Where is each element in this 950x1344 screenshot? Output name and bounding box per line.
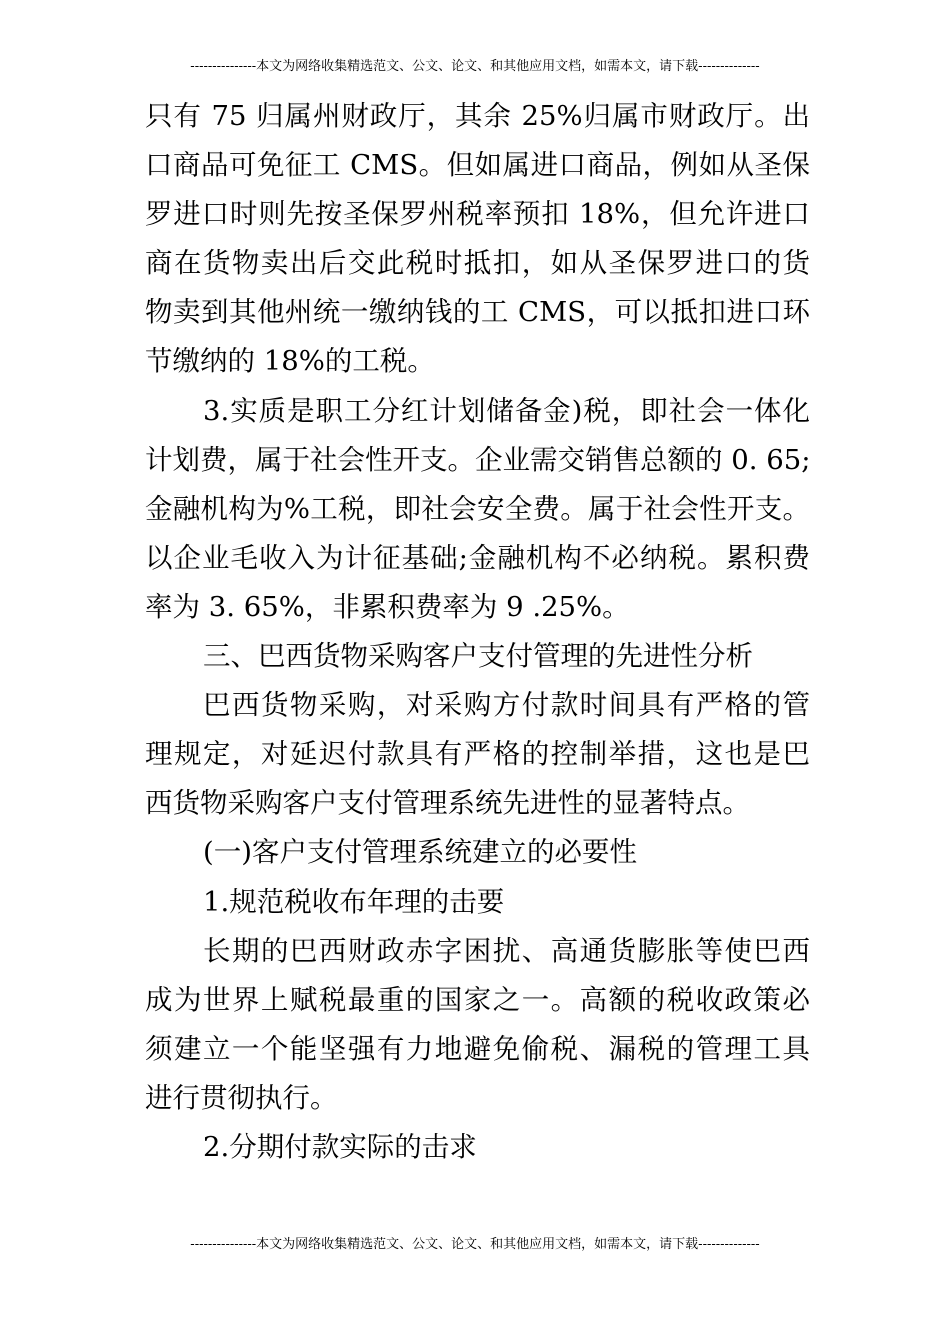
text-line: 金融机构为%工税，即社会安全费。属于社会性开支。 bbox=[145, 492, 810, 525]
text-line: 口商品可免征工 CMS。但如属进口商品，例如从圣保 bbox=[145, 149, 810, 182]
footer-banner: ---------------本文为网络收集精选范文、公文、论文、和其他应用文档，如需本文，请下载-------------- bbox=[190, 1237, 760, 1252]
text-line: 率为 3. 65%，非累积费率为 9 .25%。 bbox=[145, 590, 630, 623]
text-line: 罗进口时则先按圣保罗州税率预扣 18%，但允许进口 bbox=[145, 198, 810, 231]
text-line: 长期的巴西财政赤字困扰、高通货膨胀等使巴西 bbox=[203, 934, 810, 967]
text-line: 商在货物卖出后交此税时抵扣，如从圣保罗进口的货 bbox=[145, 247, 810, 280]
text-line: 物卖到其他州统一缴纳钱的工 CMS，可以抵扣进口环 bbox=[145, 296, 810, 329]
text-line: 3.实质是职工分红计划储备金)税，即社会一体化 bbox=[203, 394, 810, 427]
text-line: 以企业毛收入为计征基础;金融机构不必纳税。累积费 bbox=[145, 541, 810, 574]
text-line: 节缴纳的 18%的工税。 bbox=[145, 345, 435, 378]
text-line: 巴西货物采购，对采购方付款时间具有严格的管 bbox=[203, 689, 810, 722]
text-line: 须建立一个能坚强有力地避免偷税、漏税的管理工具 bbox=[145, 1032, 810, 1065]
text-line: 计划费，属于社会性开支。企业需交销售总额的 0. 65; bbox=[145, 443, 811, 476]
subsection-heading: 1.规范税收布年理的击要 bbox=[203, 885, 505, 918]
subsection-heading: 2.分期付款实际的击求 bbox=[203, 1130, 477, 1163]
text-line: 理规定，对延迟付款具有严格的控制举措，这也是巴 bbox=[145, 738, 810, 771]
subsection-heading: (一)客户支付管理系统建立的必要性 bbox=[203, 836, 637, 869]
section-heading: 三、巴西货物采购客户支付管理的先进性分析 bbox=[203, 640, 753, 673]
text-line: 只有 75 归属州财政厅，其余 25%归属市财政厅。出 bbox=[145, 100, 810, 132]
text-line: 西货物采购客户支付管理系统先进性的显著特点。 bbox=[145, 787, 750, 820]
document-body bbox=[145, 92, 810, 1172]
text-line: 进行贯彻执行。 bbox=[145, 1081, 338, 1114]
header-banner: ---------------本文为网络收集精选范文、公文、论文、和其他应用文档，如需本文，请下载-------------- bbox=[190, 59, 760, 74]
text-line: 成为世界上赋税最重的国家之一。高额的税收政策必 bbox=[145, 983, 810, 1016]
